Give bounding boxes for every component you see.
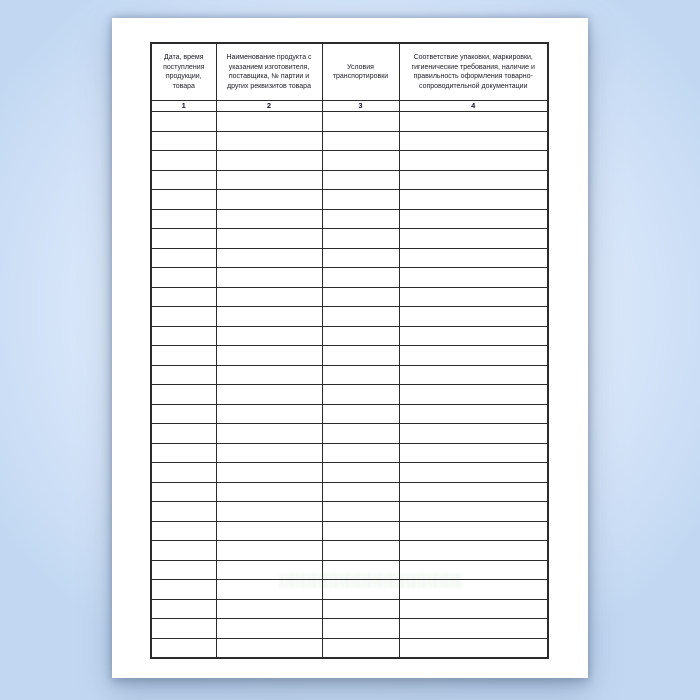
empty-cell	[399, 170, 548, 190]
empty-cell	[151, 229, 216, 249]
empty-cell	[216, 131, 322, 151]
empty-row	[151, 326, 548, 346]
empty-cell	[151, 170, 216, 190]
empty-cell	[216, 541, 322, 561]
empty-cell	[322, 326, 399, 346]
empty-cell	[151, 365, 216, 385]
empty-row	[151, 112, 548, 132]
empty-cell	[399, 346, 548, 366]
empty-cell	[151, 346, 216, 366]
empty-cell	[151, 638, 216, 658]
empty-cell	[216, 521, 322, 541]
empty-cell	[322, 112, 399, 132]
empty-cell	[216, 638, 322, 658]
empty-cell	[322, 268, 399, 288]
empty-row	[151, 443, 548, 463]
empty-cell	[151, 131, 216, 151]
empty-cell	[216, 385, 322, 405]
empty-row	[151, 346, 548, 366]
empty-row	[151, 190, 548, 210]
empty-row	[151, 268, 548, 288]
empty-cell	[216, 560, 322, 580]
empty-row	[151, 131, 548, 151]
empty-cell	[399, 443, 548, 463]
column-number-4: 4	[399, 101, 548, 112]
empty-cell	[151, 541, 216, 561]
empty-cell	[216, 346, 322, 366]
empty-cell	[322, 619, 399, 639]
empty-cell	[216, 502, 322, 522]
empty-cell	[322, 209, 399, 229]
empty-cell	[322, 151, 399, 171]
empty-row	[151, 248, 548, 268]
empty-row	[151, 560, 548, 580]
empty-cell	[399, 229, 548, 249]
empty-cell	[151, 502, 216, 522]
empty-cell	[151, 268, 216, 288]
empty-row	[151, 365, 548, 385]
empty-cell	[399, 151, 548, 171]
empty-cell	[322, 463, 399, 483]
empty-row	[151, 209, 548, 229]
empty-cell	[151, 580, 216, 600]
empty-cell	[151, 209, 216, 229]
empty-cell	[399, 248, 548, 268]
empty-cell	[399, 463, 548, 483]
empty-row	[151, 404, 548, 424]
empty-cell	[216, 424, 322, 444]
empty-cell	[399, 541, 548, 561]
empty-cell	[151, 482, 216, 502]
empty-cell	[322, 502, 399, 522]
empty-cell	[322, 131, 399, 151]
empty-cell	[399, 638, 548, 658]
empty-row	[151, 287, 548, 307]
header-cell-transport-conditions: Условия транспортировки	[322, 43, 399, 101]
empty-cell	[151, 560, 216, 580]
empty-cell	[399, 307, 548, 327]
empty-cell	[151, 385, 216, 405]
empty-cell	[216, 268, 322, 288]
empty-cell	[151, 326, 216, 346]
empty-cell	[399, 580, 548, 600]
empty-cell	[216, 229, 322, 249]
column-number-2: 2	[216, 101, 322, 112]
empty-cell	[216, 599, 322, 619]
empty-cell	[399, 502, 548, 522]
header-row	[151, 43, 548, 101]
empty-cell	[151, 404, 216, 424]
empty-row	[151, 521, 548, 541]
empty-cell	[322, 482, 399, 502]
empty-cell	[322, 365, 399, 385]
empty-cell	[322, 346, 399, 366]
header-cell-date: Дата, время поступления продукции, товара	[151, 43, 216, 101]
empty-cell	[216, 326, 322, 346]
empty-cell	[399, 131, 548, 151]
empty-cell	[322, 443, 399, 463]
empty-cell	[216, 482, 322, 502]
empty-cell	[399, 482, 548, 502]
column-number-3: 3	[322, 101, 399, 112]
empty-cell	[322, 190, 399, 210]
empty-cell	[216, 463, 322, 483]
empty-cell	[151, 190, 216, 210]
empty-cell	[399, 599, 548, 619]
empty-cell	[322, 170, 399, 190]
empty-row	[151, 385, 548, 405]
empty-cell	[399, 404, 548, 424]
empty-cell	[399, 560, 548, 580]
empty-cell	[322, 580, 399, 600]
empty-cell	[151, 521, 216, 541]
empty-cell	[399, 424, 548, 444]
journal-table	[150, 42, 549, 659]
empty-cell	[399, 619, 548, 639]
empty-row	[151, 151, 548, 171]
empty-cell	[216, 443, 322, 463]
empty-cell	[399, 287, 548, 307]
empty-cell	[216, 209, 322, 229]
empty-row	[151, 580, 548, 600]
empty-cell	[151, 424, 216, 444]
empty-cell	[322, 599, 399, 619]
empty-cell	[399, 112, 548, 132]
empty-cell	[151, 112, 216, 132]
empty-cell	[216, 112, 322, 132]
empty-cell	[216, 580, 322, 600]
empty-cell	[216, 287, 322, 307]
empty-cell	[151, 443, 216, 463]
empty-cell	[151, 619, 216, 639]
empty-cell	[216, 190, 322, 210]
empty-row	[151, 599, 548, 619]
header-cell-packaging-compliance: Соответствие упаковки, маркировки, гигиенические требования, наличие и правильность оформления товарно-сопроводительной документации	[399, 43, 548, 101]
empty-cell	[322, 248, 399, 268]
empty-row	[151, 424, 548, 444]
empty-cell	[322, 424, 399, 444]
empty-row	[151, 502, 548, 522]
empty-cell	[399, 190, 548, 210]
empty-cell	[322, 404, 399, 424]
empty-cell	[322, 638, 399, 658]
empty-row	[151, 541, 548, 561]
empty-cell	[151, 287, 216, 307]
empty-cell	[322, 541, 399, 561]
empty-cell	[322, 307, 399, 327]
empty-cell	[399, 268, 548, 288]
empty-cell	[322, 287, 399, 307]
empty-cell	[322, 229, 399, 249]
empty-cell	[322, 560, 399, 580]
empty-cell	[399, 326, 548, 346]
empty-cell	[399, 521, 548, 541]
column-numbers-row	[151, 101, 548, 112]
empty-cell	[216, 619, 322, 639]
empty-cell	[216, 404, 322, 424]
empty-cell	[151, 463, 216, 483]
empty-cell	[216, 248, 322, 268]
empty-row	[151, 638, 548, 658]
empty-cell	[151, 248, 216, 268]
empty-cell	[399, 365, 548, 385]
empty-row	[151, 482, 548, 502]
empty-cell	[399, 209, 548, 229]
empty-row	[151, 619, 548, 639]
empty-cell	[216, 151, 322, 171]
table-body	[151, 112, 548, 659]
empty-cell	[322, 521, 399, 541]
column-number-1: 1	[151, 101, 216, 112]
empty-cell	[151, 307, 216, 327]
header-cell-product: Наименование продукта с указанием изготовителя, поставщика, № партии и других реквизитов товара	[216, 43, 322, 101]
empty-cell	[216, 307, 322, 327]
empty-cell	[151, 151, 216, 171]
empty-cell	[216, 170, 322, 190]
empty-row	[151, 170, 548, 190]
document-page	[112, 18, 588, 678]
empty-row	[151, 307, 548, 327]
empty-cell	[399, 385, 548, 405]
empty-row	[151, 229, 548, 249]
empty-cell	[151, 599, 216, 619]
empty-cell	[322, 385, 399, 405]
empty-cell	[216, 365, 322, 385]
empty-row	[151, 463, 548, 483]
